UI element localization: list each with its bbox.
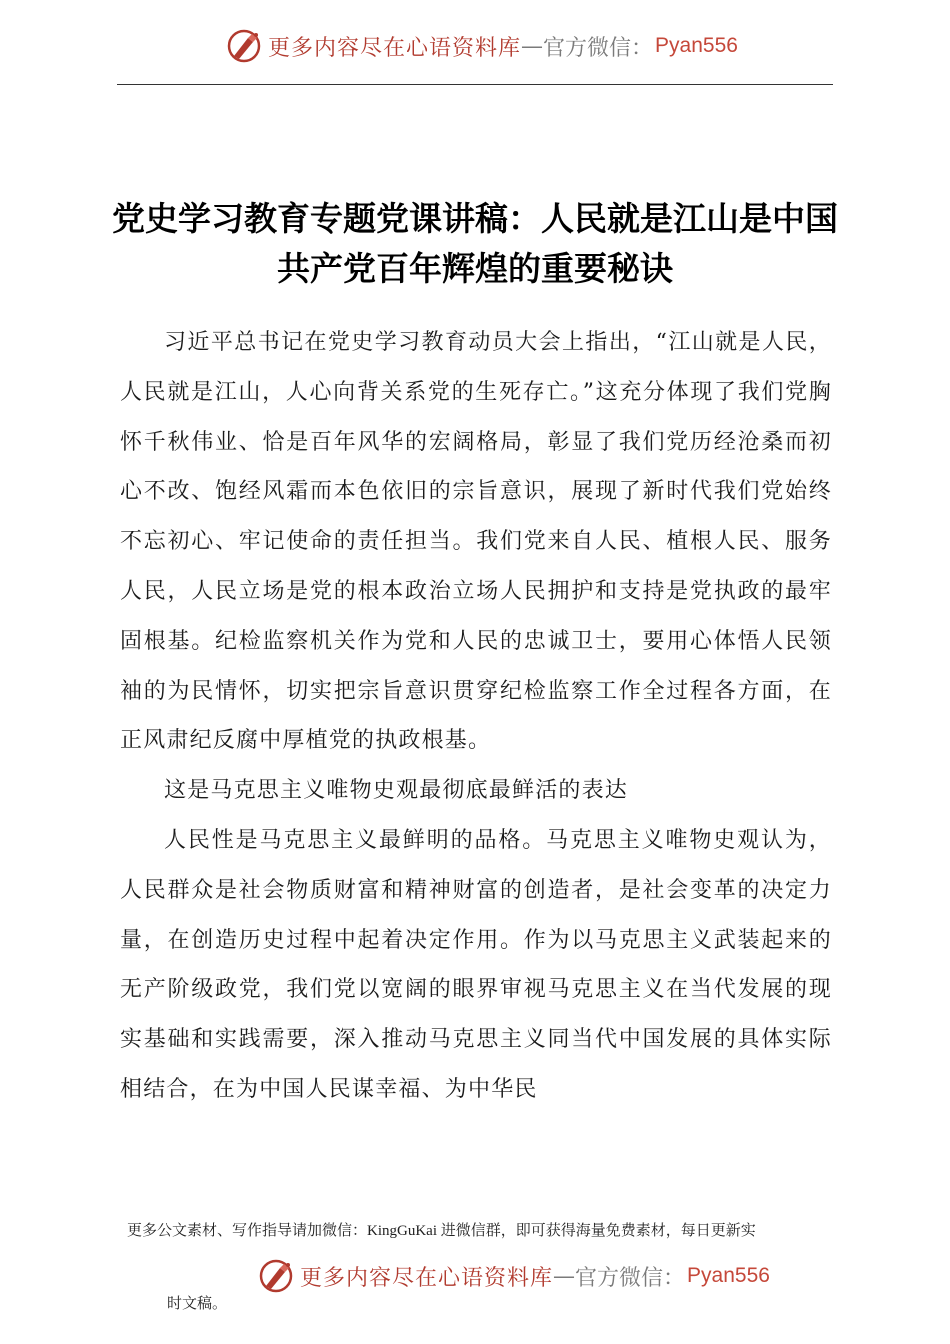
footer-brand — [258, 1256, 770, 1296]
footer-wechat-label: 官方微信： — [575, 1265, 686, 1291]
footer-dash: — — [553, 1263, 576, 1289]
header-brand-name: 更多内容尽在心语资料库 — [268, 35, 522, 61]
document-title: 党史学习教育专题党课讲稿：人民就是江山是中国共产党百年辉煌的重要秘诀 — [112, 199, 838, 288]
header-wechat-label: 官方微信： — [543, 35, 654, 61]
header-wechat-id: Pyan556 — [655, 34, 738, 57]
footer-watermark — [0, 1256, 950, 1300]
section-heading: 这是马克思主义唯物史观最彻底最鲜活的表达 — [164, 778, 629, 804]
pen-logo-icon — [226, 28, 262, 64]
footer-note: 更多公文素材、写作指导请加微信：KingGuKai 进微信群，即可获得海量免费素材，每日更新实 — [127, 1223, 756, 1239]
header-dash: — — [521, 33, 544, 59]
footer-wechat-id: Pyan556 — [687, 1264, 770, 1287]
document-body — [120, 318, 832, 1115]
header-watermark — [0, 26, 950, 72]
header-brand — [226, 26, 738, 66]
pen-logo-icon — [258, 1258, 294, 1294]
paragraph-2: 人民性是马克思主义最鲜明的品格。马克思主义唯物史观认为，人民群众是社会物质财富和精神财富的创造者，是社会变革的决定力量，在创造历史过程中起着决定作用。作为以马克思主义武装起来的无产阶级政党，我们党以宽阔的眼界审视马克思主义在当代发展的现实基础和实践需要，深入推动马克思主义同当代中国发展的具体实际相结合，在为中国人民谋幸福、为中华民 — [120, 827, 832, 1102]
header-divider — [117, 84, 833, 85]
footer-note-tail: 时文稿。 — [167, 1296, 228, 1312]
paragraph-1: 习近平总书记在党史学习教育动员大会上指出，“江山就是人民，人民就是江山，人心向背关系党的生死存亡。”这充分体现了我们党胸怀千秋伟业、恰是百年风华的宏阔格局，彰显了我们党历经沧桑而初心不改、饱经风霜而本色依旧的宗旨意识，展现了新时代我们党始终不忘初心、牢记使命的责任担当。我们党来自人民、植根人民、服务人民，人民立场是党的根本政治立场人民拥护和支持是党执政的最牢固根基。纪检监察机关作为党和人民的忠诚卫士，要用心体悟人民领袖的为民情怀，切实把宗旨意识贯穿纪检监察工作全过程各方面，在正风肃纪反腐中厚植党的执政根基。 — [120, 330, 832, 754]
footer-brand-name: 更多内容尽在心语资料库 — [300, 1265, 554, 1291]
